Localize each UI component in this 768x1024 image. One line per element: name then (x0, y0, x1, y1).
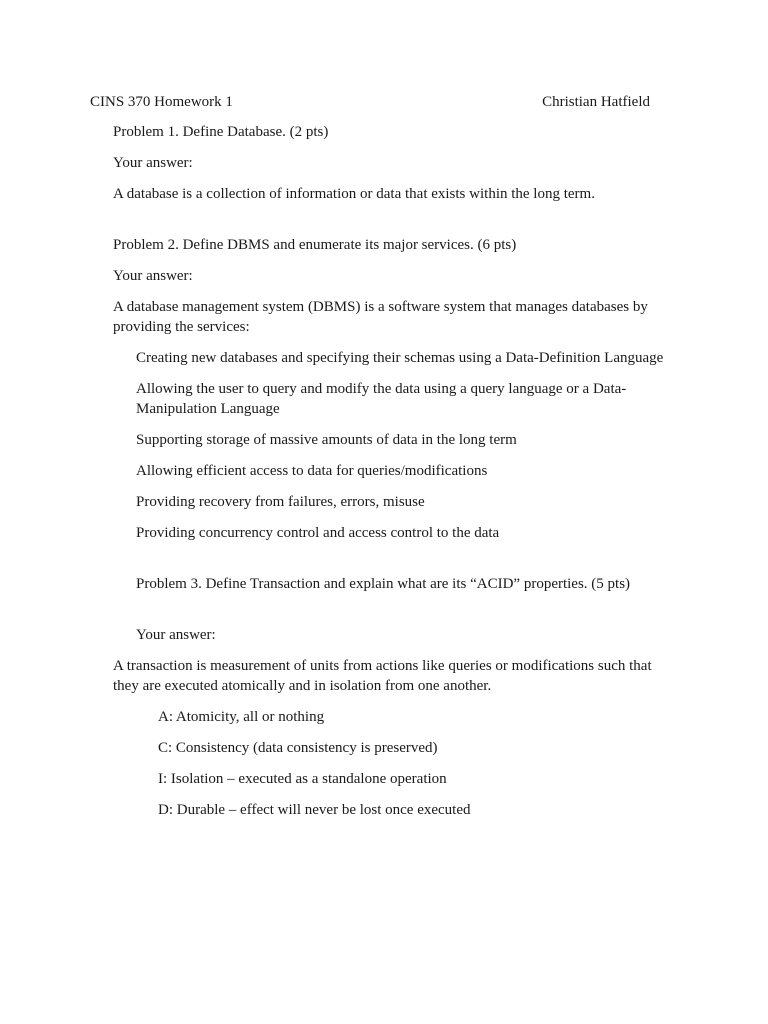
list-item: Creating new databases and specifying their schemas using a Data-Definition Language (136, 350, 664, 366)
dbms-services-list (113, 348, 673, 543)
problem-1-answer-label: Your answer: (113, 155, 193, 171)
problem-3-answer: A transaction is measurement of units from actions like queries or modifications such that they are executed atomically and in isolation from one another. (113, 658, 652, 694)
problem-2-answer-label: Your answer: (113, 268, 193, 284)
problem-2-question: Problem 2. Define DBMS and enumerate its major services. (6 pts) (113, 237, 517, 253)
document-body (113, 122, 673, 831)
problem-3-question: Problem 3. Define Transaction and explain what are its “ACID” properties. (5 pts) (136, 576, 631, 592)
problem-1-question: Problem 1. Define Database. (2 pts) (113, 124, 329, 140)
list-item: A: Atomicity, all or nothing (158, 709, 325, 725)
list-item: Providing recovery from failures, errors, misuse (136, 494, 425, 510)
acid-properties-list (113, 707, 673, 820)
document-header (90, 92, 650, 112)
list-item: D: Durable – effect will never be lost once executed (158, 802, 471, 818)
list-item: Supporting storage of massive amounts of data in the long term (136, 432, 517, 448)
list-item: I: Isolation – executed as a standalone operation (158, 771, 447, 787)
list-item: Allowing the user to query and modify the data using a query language or a Data-Manipulation Language (136, 381, 627, 417)
author-name: Christian Hatfield (542, 94, 650, 110)
problem-2-answer: A database management system (DBMS) is a software system that manages databases by providing the services: (113, 299, 648, 335)
problem-3-answer-label: Your answer: (136, 627, 216, 643)
problem-1-answer: A database is a collection of information or data that exists within the long term. (113, 186, 595, 202)
list-item: C: Consistency (data consistency is preserved) (158, 740, 438, 756)
course-title: CINS 370 Homework 1 (90, 94, 233, 110)
list-item: Providing concurrency control and access control to the data (136, 525, 500, 541)
list-item: Allowing efficient access to data for queries/modifications (136, 463, 488, 479)
